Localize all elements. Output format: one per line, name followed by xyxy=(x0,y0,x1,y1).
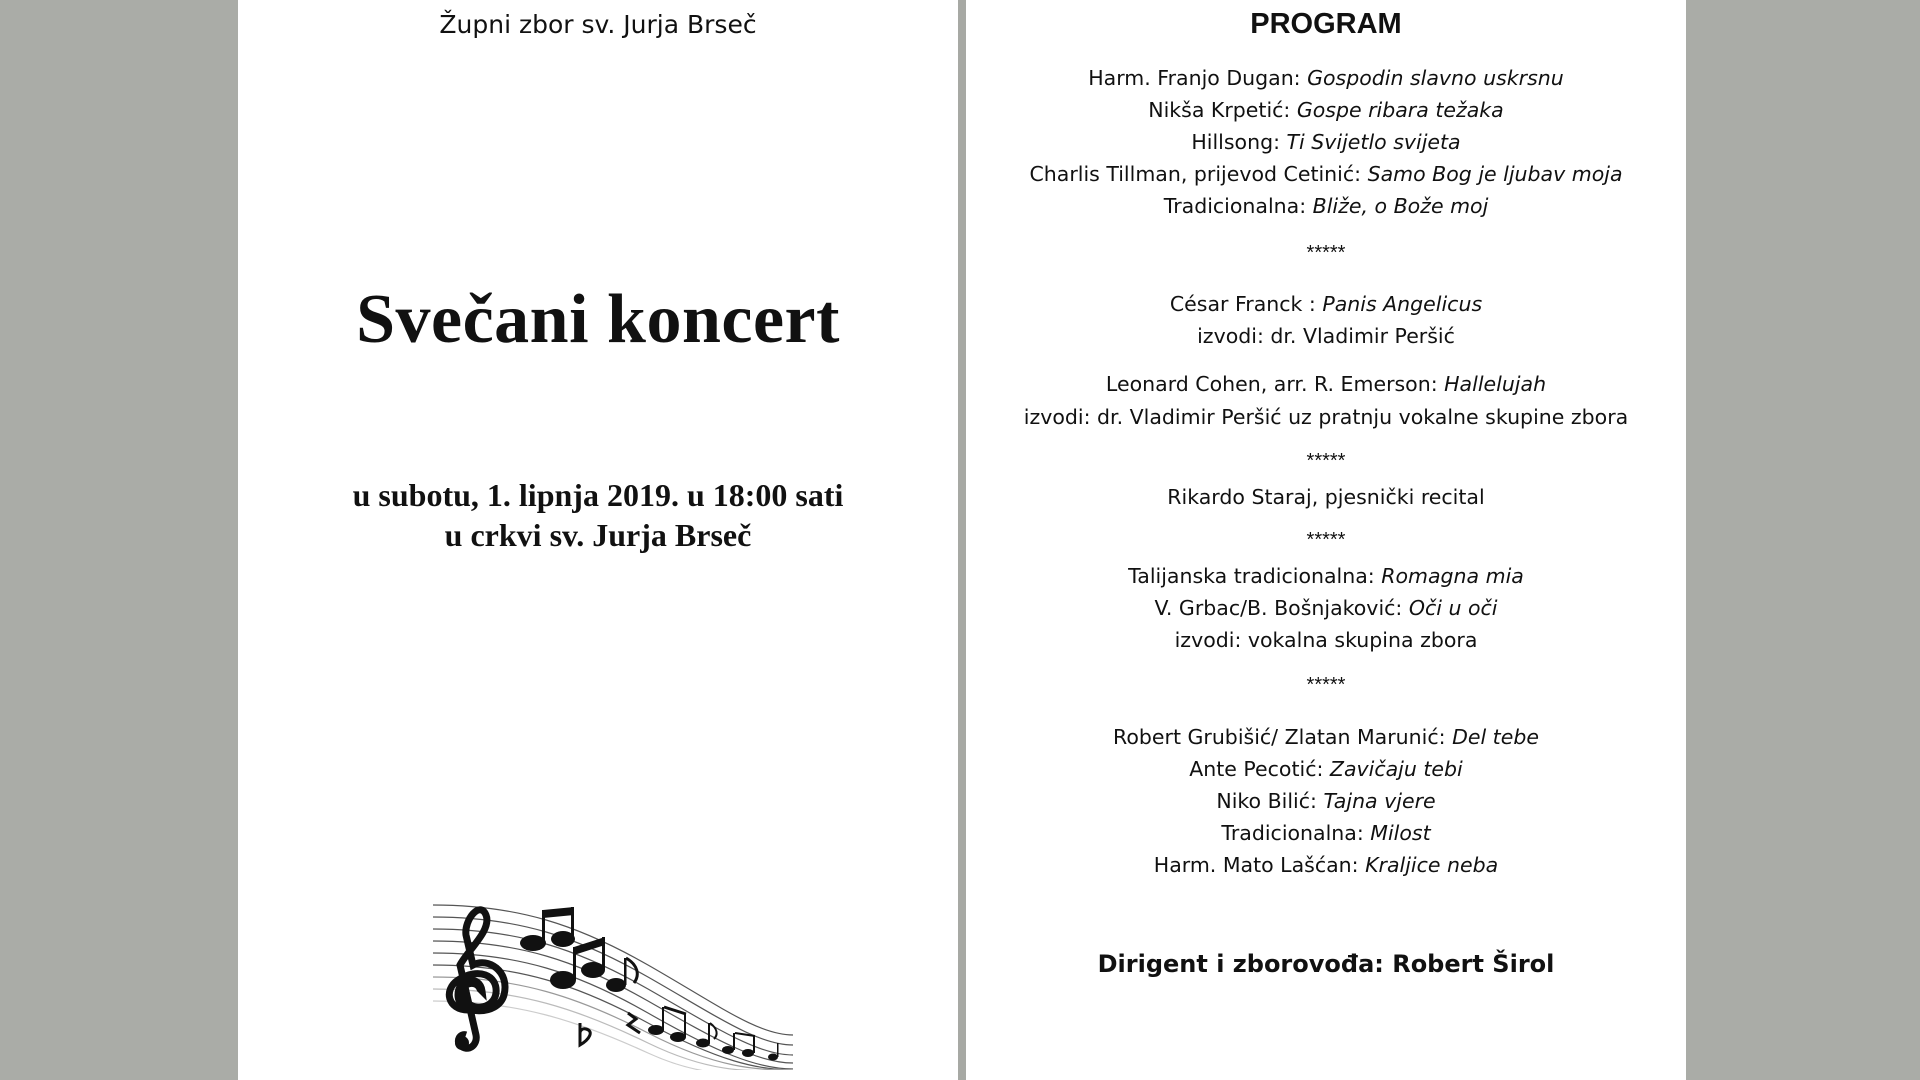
program-item: Leonard Cohen, arr. R. Emerson: Hallelujah xyxy=(1105,372,1547,396)
concert-title: Svečani koncert xyxy=(356,281,840,358)
choir-name: Župni zbor sv. Jurja Brseč xyxy=(439,10,757,39)
program-item: Niko Bilić: Tajna vjere xyxy=(1216,789,1436,813)
program-item: Talijanska tradicionalna: Romagna mia xyxy=(1128,564,1524,588)
section-separator: ***** xyxy=(1306,529,1346,551)
program-item: Rikardo Staraj, pjesnički recital xyxy=(1167,485,1485,509)
section-separator: ***** xyxy=(1306,674,1346,696)
program-item: Robert Grubišić/ Zlatan Marunić: Del tebe xyxy=(1113,725,1539,749)
program-title: PROGRAM xyxy=(1250,8,1402,40)
program-item: Nikša Krpetić: Gospe ribara težaka xyxy=(1148,98,1504,122)
program-performer: izvodi: dr. Vladimir Peršić uz pratnju vokalne skupine zbora xyxy=(1023,405,1629,429)
music-staff-notes-icon xyxy=(428,895,798,1070)
right-page xyxy=(966,0,1686,1080)
program-item: Charlis Tillman, prijevod Cetinić: Samo Bog je ljubav moja xyxy=(1029,162,1623,186)
program-item: Ante Pecotić: Zavičaju tebi xyxy=(1189,757,1463,781)
concert-info xyxy=(238,475,958,555)
program-performer: izvodi: dr. Vladimir Peršić xyxy=(1197,324,1455,348)
program-item: Harm. Franjo Dugan: Gospodin slavno uskrsnu xyxy=(1088,66,1564,90)
program-item: Tradicionalna: Milost xyxy=(1221,821,1431,845)
program-item: Harm. Mato Lašćan: Kraljice neba xyxy=(1153,853,1499,877)
program-item: V. Grbac/B. Bošnjaković: Oči u oči xyxy=(1154,596,1498,620)
concert-date: u subotu, 1. lipnja 2019. u 18:00 sati xyxy=(352,477,844,513)
conductor-line: Dirigent i zborovođa: Robert Širol xyxy=(1097,950,1555,978)
program-item: César Franck : Panis Angelicus xyxy=(1169,292,1483,316)
concert-place: u crkvi sv. Jurja Brseč xyxy=(444,517,752,553)
program-item: Tradicionalna: Bliže, o Bože moj xyxy=(1163,194,1489,218)
section-separator: ***** xyxy=(1306,242,1346,264)
left-page xyxy=(238,0,958,1080)
page-divider xyxy=(958,0,966,1080)
program-item: Hillsong: Ti Svijetlo svijeta xyxy=(1191,130,1461,154)
program-performer: izvodi: vokalna skupina zbora xyxy=(1174,628,1478,652)
section-separator: ***** xyxy=(1306,450,1346,472)
notes xyxy=(449,907,778,1061)
